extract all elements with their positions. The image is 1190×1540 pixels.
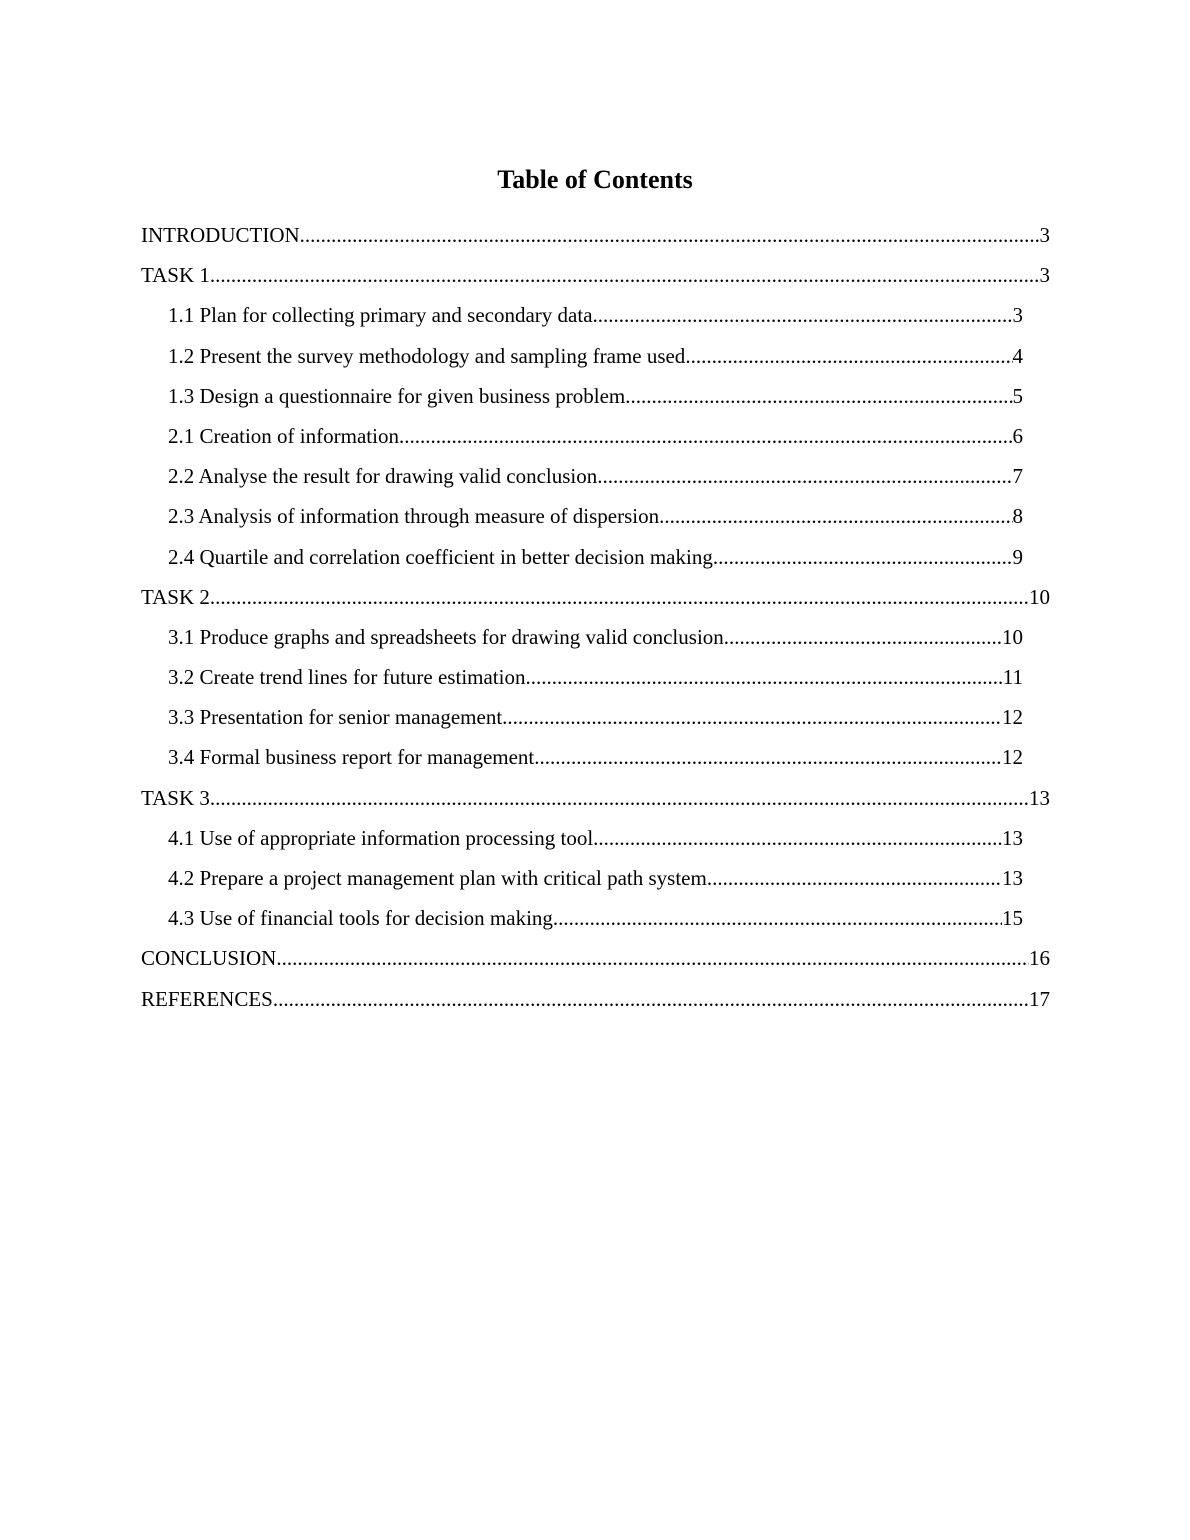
toc-entry-label: 4.1 Use of appropriate information processing tool bbox=[168, 825, 594, 850]
dot-leader bbox=[273, 978, 1029, 1021]
toc-entry-label: 2.4 Quartile and correlation coefficient in better decision making bbox=[168, 544, 713, 569]
dot-leader bbox=[210, 254, 1040, 297]
toc-entry-page: 13 bbox=[1002, 866, 1023, 890]
toc-entry-label: 4.3 Use of financial tools for decision making bbox=[168, 906, 553, 931]
toc-entry-label: INTRODUCTION bbox=[141, 223, 300, 247]
toc-entry[interactable] bbox=[141, 576, 1050, 616]
toc-entry-label: 3.1 Produce graphs and spreadsheets for drawing valid conclusion bbox=[168, 624, 724, 649]
dot-leader bbox=[593, 817, 1002, 860]
toc-entry-label: 1.1 Plan for collecting primary and secondary data bbox=[168, 303, 593, 328]
toc-entry-label: 3.4 Formal business report for management bbox=[168, 745, 535, 770]
dot-leader bbox=[534, 736, 1002, 779]
toc-entry[interactable] bbox=[168, 375, 1023, 415]
dot-leader bbox=[525, 656, 1002, 699]
toc-entry[interactable] bbox=[168, 415, 1023, 455]
toc-entry[interactable] bbox=[168, 696, 1023, 736]
toc-entry[interactable] bbox=[168, 455, 1023, 495]
toc-entry-page: 6 bbox=[1012, 423, 1023, 448]
toc-entry-label: 3.2 Create trend lines for future estimation bbox=[168, 665, 526, 690]
toc-entry-label: TASK 3 bbox=[141, 785, 210, 810]
toc-entry-label: TASK 1 bbox=[141, 263, 210, 288]
toc-entry-label: 2.1 Creation of information bbox=[168, 423, 399, 448]
toc-entry-page: 12 bbox=[1002, 705, 1023, 730]
dot-leader bbox=[210, 576, 1029, 619]
dot-leader bbox=[593, 294, 1013, 337]
dot-leader bbox=[399, 415, 1013, 458]
dot-leader bbox=[659, 495, 1012, 538]
toc-entry-page: 17 bbox=[1029, 986, 1050, 1011]
dot-leader bbox=[300, 214, 1040, 257]
toc-entry-page: 10 bbox=[1002, 624, 1023, 649]
dot-leader bbox=[707, 857, 1002, 900]
toc-entry[interactable] bbox=[141, 254, 1050, 294]
toc-entry-page: 4 bbox=[1012, 343, 1023, 368]
toc-entry-label: 1.3 Design a questionnaire for given business problem bbox=[168, 383, 626, 408]
toc-title: Table of Contents bbox=[497, 165, 693, 194]
toc-entry[interactable] bbox=[141, 214, 1050, 254]
dot-leader bbox=[713, 536, 1013, 579]
toc-entry-page: 12 bbox=[1002, 745, 1023, 770]
toc-entry[interactable] bbox=[141, 978, 1050, 1018]
toc-entry-page: 11 bbox=[1002, 665, 1023, 690]
dot-leader bbox=[724, 616, 1002, 659]
dot-leader bbox=[625, 375, 1012, 418]
toc-entry[interactable] bbox=[168, 857, 1023, 897]
dot-leader bbox=[553, 897, 1002, 940]
toc-entry[interactable] bbox=[168, 656, 1023, 696]
toc-entry-page: 15 bbox=[1002, 906, 1023, 931]
toc-entry[interactable] bbox=[141, 937, 1050, 977]
toc-entry[interactable] bbox=[141, 777, 1050, 817]
toc-entry-page: 5 bbox=[1012, 383, 1023, 408]
toc-entry-page: 9 bbox=[1012, 544, 1023, 569]
toc-entry-label: REFERENCES bbox=[141, 986, 273, 1011]
toc-entry[interactable] bbox=[168, 294, 1023, 334]
toc-entry-page: 3 bbox=[1012, 303, 1023, 328]
toc-entry[interactable] bbox=[168, 616, 1023, 656]
toc-entry[interactable] bbox=[168, 897, 1023, 937]
toc-entry-page: 16 bbox=[1029, 946, 1050, 971]
toc-entry-page: 10 bbox=[1029, 584, 1050, 609]
toc-entry-label: 2.3 Analysis of information through measure of dispersion bbox=[168, 504, 660, 529]
toc-entry-label: 1.2 Present the survey methodology and sampling frame used bbox=[168, 343, 686, 368]
dot-leader bbox=[502, 696, 1002, 739]
toc-entry-page: 13 bbox=[1029, 785, 1050, 810]
toc-entry[interactable] bbox=[168, 335, 1023, 375]
toc-entry-label: 2.2 Analyse the result for drawing valid conclusion bbox=[168, 464, 598, 489]
toc-entry-page: 3 bbox=[1039, 263, 1050, 288]
toc-entry[interactable] bbox=[168, 736, 1023, 776]
toc-entry-page: 7 bbox=[1012, 464, 1023, 489]
dot-leader bbox=[276, 937, 1029, 980]
dot-leader bbox=[685, 335, 1012, 378]
toc-entry-page: 8 bbox=[1012, 504, 1023, 529]
toc-entry-label: 3.3 Presentation for senior management bbox=[168, 705, 503, 730]
toc-entry-label: TASK 2 bbox=[141, 584, 210, 609]
toc-entry[interactable] bbox=[168, 536, 1023, 576]
toc-list bbox=[0, 214, 1190, 1018]
toc-entry[interactable] bbox=[168, 817, 1023, 857]
dot-leader bbox=[597, 455, 1012, 498]
toc-entry[interactable] bbox=[168, 495, 1023, 535]
dot-leader bbox=[210, 777, 1029, 820]
toc-entry-page: 13 bbox=[1002, 825, 1023, 850]
toc-entry-page: 3 bbox=[1039, 223, 1050, 247]
toc-entry-label: CONCLUSION bbox=[141, 946, 277, 971]
toc-entry-label: 4.2 Prepare a project management plan with critical path system bbox=[168, 866, 707, 890]
